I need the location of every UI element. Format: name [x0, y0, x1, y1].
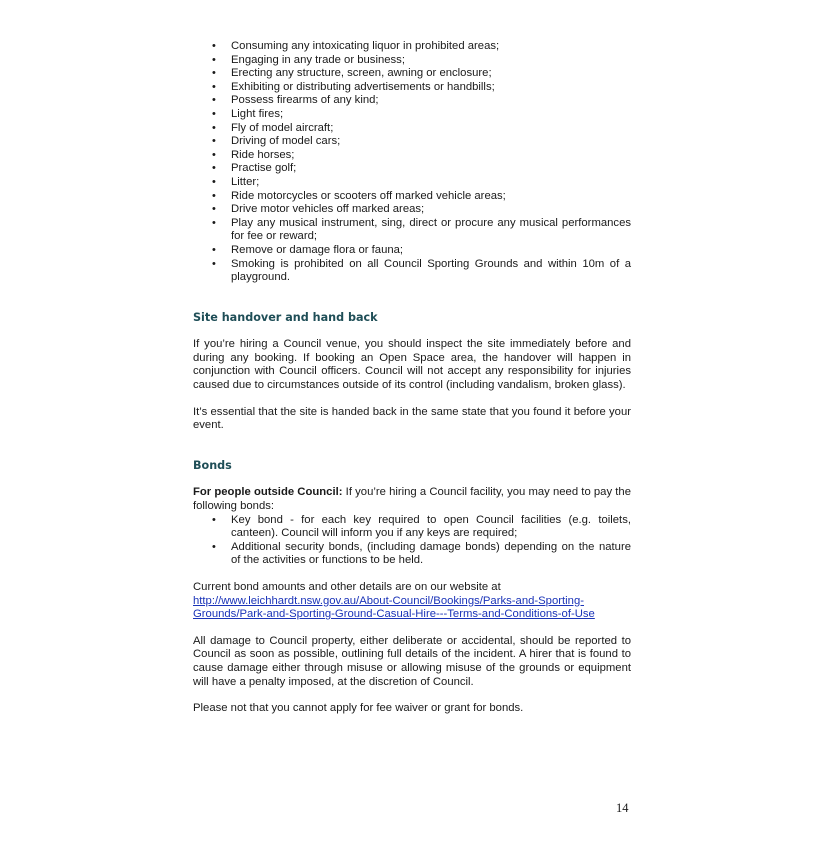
list-item [193, 81, 631, 95]
bonds-intro-text: If you’re hiring a Council facility, you may need to pay the following bonds: [193, 486, 631, 513]
website-paragraph [193, 581, 631, 622]
site-handback-paragraph: It’s essential that the site is handed back in the same state that you found it before your event. [193, 405, 631, 432]
list-item [193, 190, 631, 204]
list-item [193, 162, 631, 176]
list-item [193, 203, 631, 217]
prohibited-activities-list [193, 40, 631, 285]
list-item-text: Engaging in any trade or business; [231, 53, 405, 66]
bullet-icon: • [212, 94, 216, 107]
list-item-text: Consuming any intoxicating liquor in prohibited areas; [231, 40, 500, 52]
bullet-icon: • [212, 189, 216, 202]
list-item [193, 514, 631, 541]
list-item [193, 122, 631, 136]
bullet-icon: • [212, 203, 216, 216]
list-item-text: Fly of model aircraft; [231, 121, 334, 134]
list-item-text: Driving of model cars; [231, 135, 341, 148]
list-item [193, 67, 631, 81]
bullet-icon: • [212, 107, 216, 120]
page-number: 14 [616, 801, 629, 815]
site-handover-heading: Site handover and hand back [193, 310, 378, 324]
list-item-text: Litter; [231, 175, 260, 188]
bullet-icon: • [212, 162, 216, 175]
list-item [193, 40, 631, 54]
list-item-text: Key bond - for each key required to open Council facilities (e.g. toilets, canteen). Council will inform you if any keys are required; [231, 513, 631, 540]
list-item [193, 244, 631, 258]
bullet-icon: • [212, 243, 216, 256]
list-item-text: Drive motor vehicles off marked areas; [231, 203, 425, 216]
bullet-icon: • [212, 53, 216, 66]
bonds-intro [193, 486, 631, 513]
page-content [193, 40, 631, 716]
site-handover-paragraph: If you’re hiring a Council venue, you should inspect the site immediately before and during any booking. If booking an Open Space area, the handover will happen in conjunction with Council officers. Council will not accept any responsibility for injuries caused due to circumstances outside of its control (including vandalism, broken glass). [193, 338, 631, 392]
bullet-icon: • [212, 513, 216, 526]
website-text: Current bond amounts and other details are on our website at [193, 581, 501, 593]
bullet-icon: • [212, 175, 216, 188]
list-item-text: Practise golf; [231, 162, 297, 175]
bond-note: Please not that you cannot apply for fee waiver or grant for bonds. [193, 702, 524, 715]
bullet-icon: • [212, 67, 216, 80]
bullet-icon: • [212, 40, 216, 52]
list-item [193, 258, 631, 285]
list-item-text: Smoking is prohibited on all Council Sporting Grounds and within 10m of a playground. [231, 257, 631, 284]
bullet-icon: • [212, 257, 216, 270]
bullet-icon: • [212, 135, 216, 148]
list-item-text: Additional security bonds, (including damage bonds) depending on the nature of the activities or functions to be held. [231, 540, 631, 567]
list-item [193, 176, 631, 190]
damage-paragraph: All damage to Council property, either deliberate or accidental, should be reported to Council as soon as possible, outlining full details of the incident. A hirer that is found to cause damage either through misuse or allowing misuse of the grounds or equipment will have a penalty imposed, at the discretion of Council. [193, 634, 631, 688]
bullet-icon: • [212, 540, 216, 553]
list-item-text: Possess firearms of any kind; [231, 94, 379, 107]
list-item-text: Ride motorcycles or scooters off marked vehicle areas; [231, 189, 506, 202]
bond-types-list [193, 514, 631, 568]
bond-info-link[interactable] [193, 595, 595, 621]
list-item [193, 108, 631, 122]
list-item [193, 541, 631, 568]
list-item [193, 217, 631, 244]
list-item-text: Play any musical instrument, sing, direct or procure any musical performances for fee or reward; [231, 216, 631, 243]
list-item-text: Ride horses; [231, 148, 295, 161]
list-item-text: Remove or damage flora or fauna; [231, 243, 404, 256]
bullet-icon: • [212, 121, 216, 134]
link-line-2: Grounds/Park-and-Sporting-Ground-Casual-Hire---Terms-and-Conditions-of-Use [193, 608, 595, 621]
bullet-icon: • [212, 216, 216, 229]
bullet-icon: • [212, 148, 216, 161]
list-item [193, 94, 631, 108]
bullet-icon: • [212, 80, 216, 93]
list-item-text: Exhibiting or distributing advertisements or handbills; [231, 80, 495, 93]
list-item-text: Erecting any structure, screen, awning or enclosure; [231, 67, 492, 80]
list-item [193, 54, 631, 68]
list-item [193, 135, 631, 149]
bonds-intro-label: For people outside Council: [193, 486, 343, 499]
bonds-heading: Bonds [193, 458, 232, 472]
link-line-1: http://www.leichhardt.nsw.gov.au/About-Council/Bookings/Parks-and-Sporting- [193, 594, 584, 607]
list-item [193, 149, 631, 163]
list-item-text: Light fires; [231, 107, 284, 120]
